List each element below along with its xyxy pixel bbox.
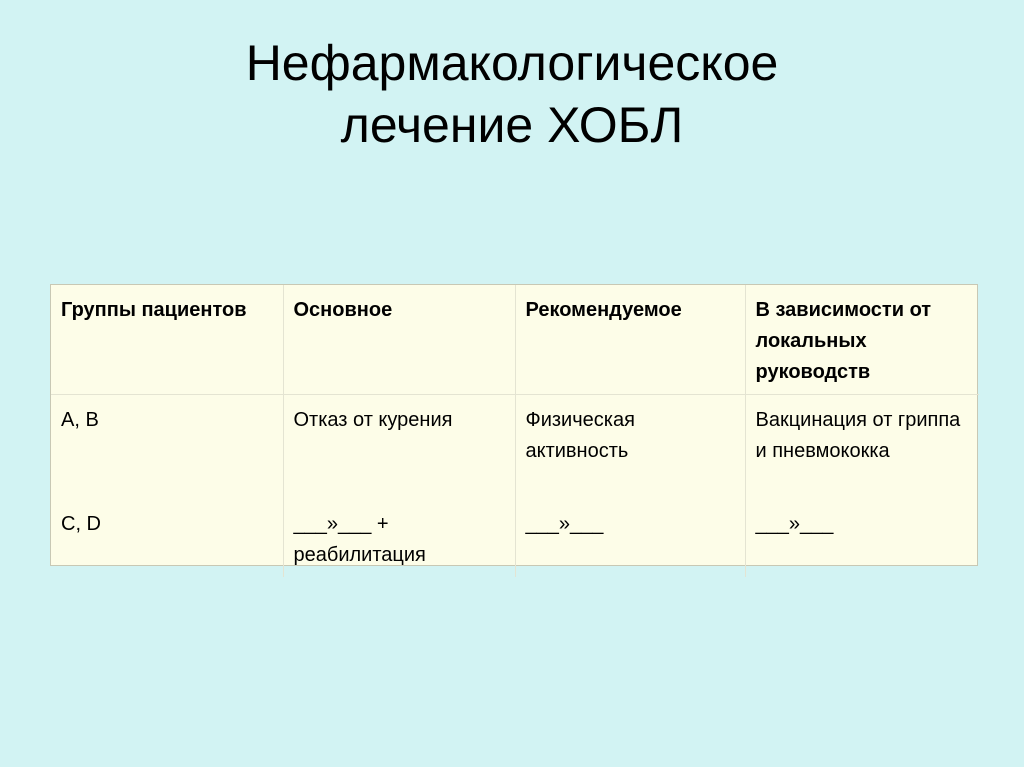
header-main: Основное [283,285,515,395]
header-local-guidelines: В зависимости от локальных руководств [745,285,979,395]
slide-title-line-2: лечение ХОБЛ [340,97,684,153]
slide-title-line-1: Нефармакологическое [245,35,779,91]
cell-local: Вакцинация от гриппа и пневмококка [745,395,979,500]
cell-group: A, B [61,409,99,431]
treatment-table [50,284,978,566]
table-row [51,499,979,577]
cell-main: Отказ от курения [283,395,515,500]
cell-recommended: ___»___ [515,499,745,577]
cell-group: C, D [61,513,101,535]
cell-main: ___»___ + реабилитация [283,499,515,577]
header-recommended: Рекомендуемое [515,285,745,395]
table-header-row [51,285,979,395]
table-row [51,395,979,500]
header-patient-groups: Группы пациентов [51,285,283,395]
cell-local: ___»___ [745,499,979,577]
slide-title [0,32,1024,156]
cell-recommended: Физическая активность [515,395,745,500]
